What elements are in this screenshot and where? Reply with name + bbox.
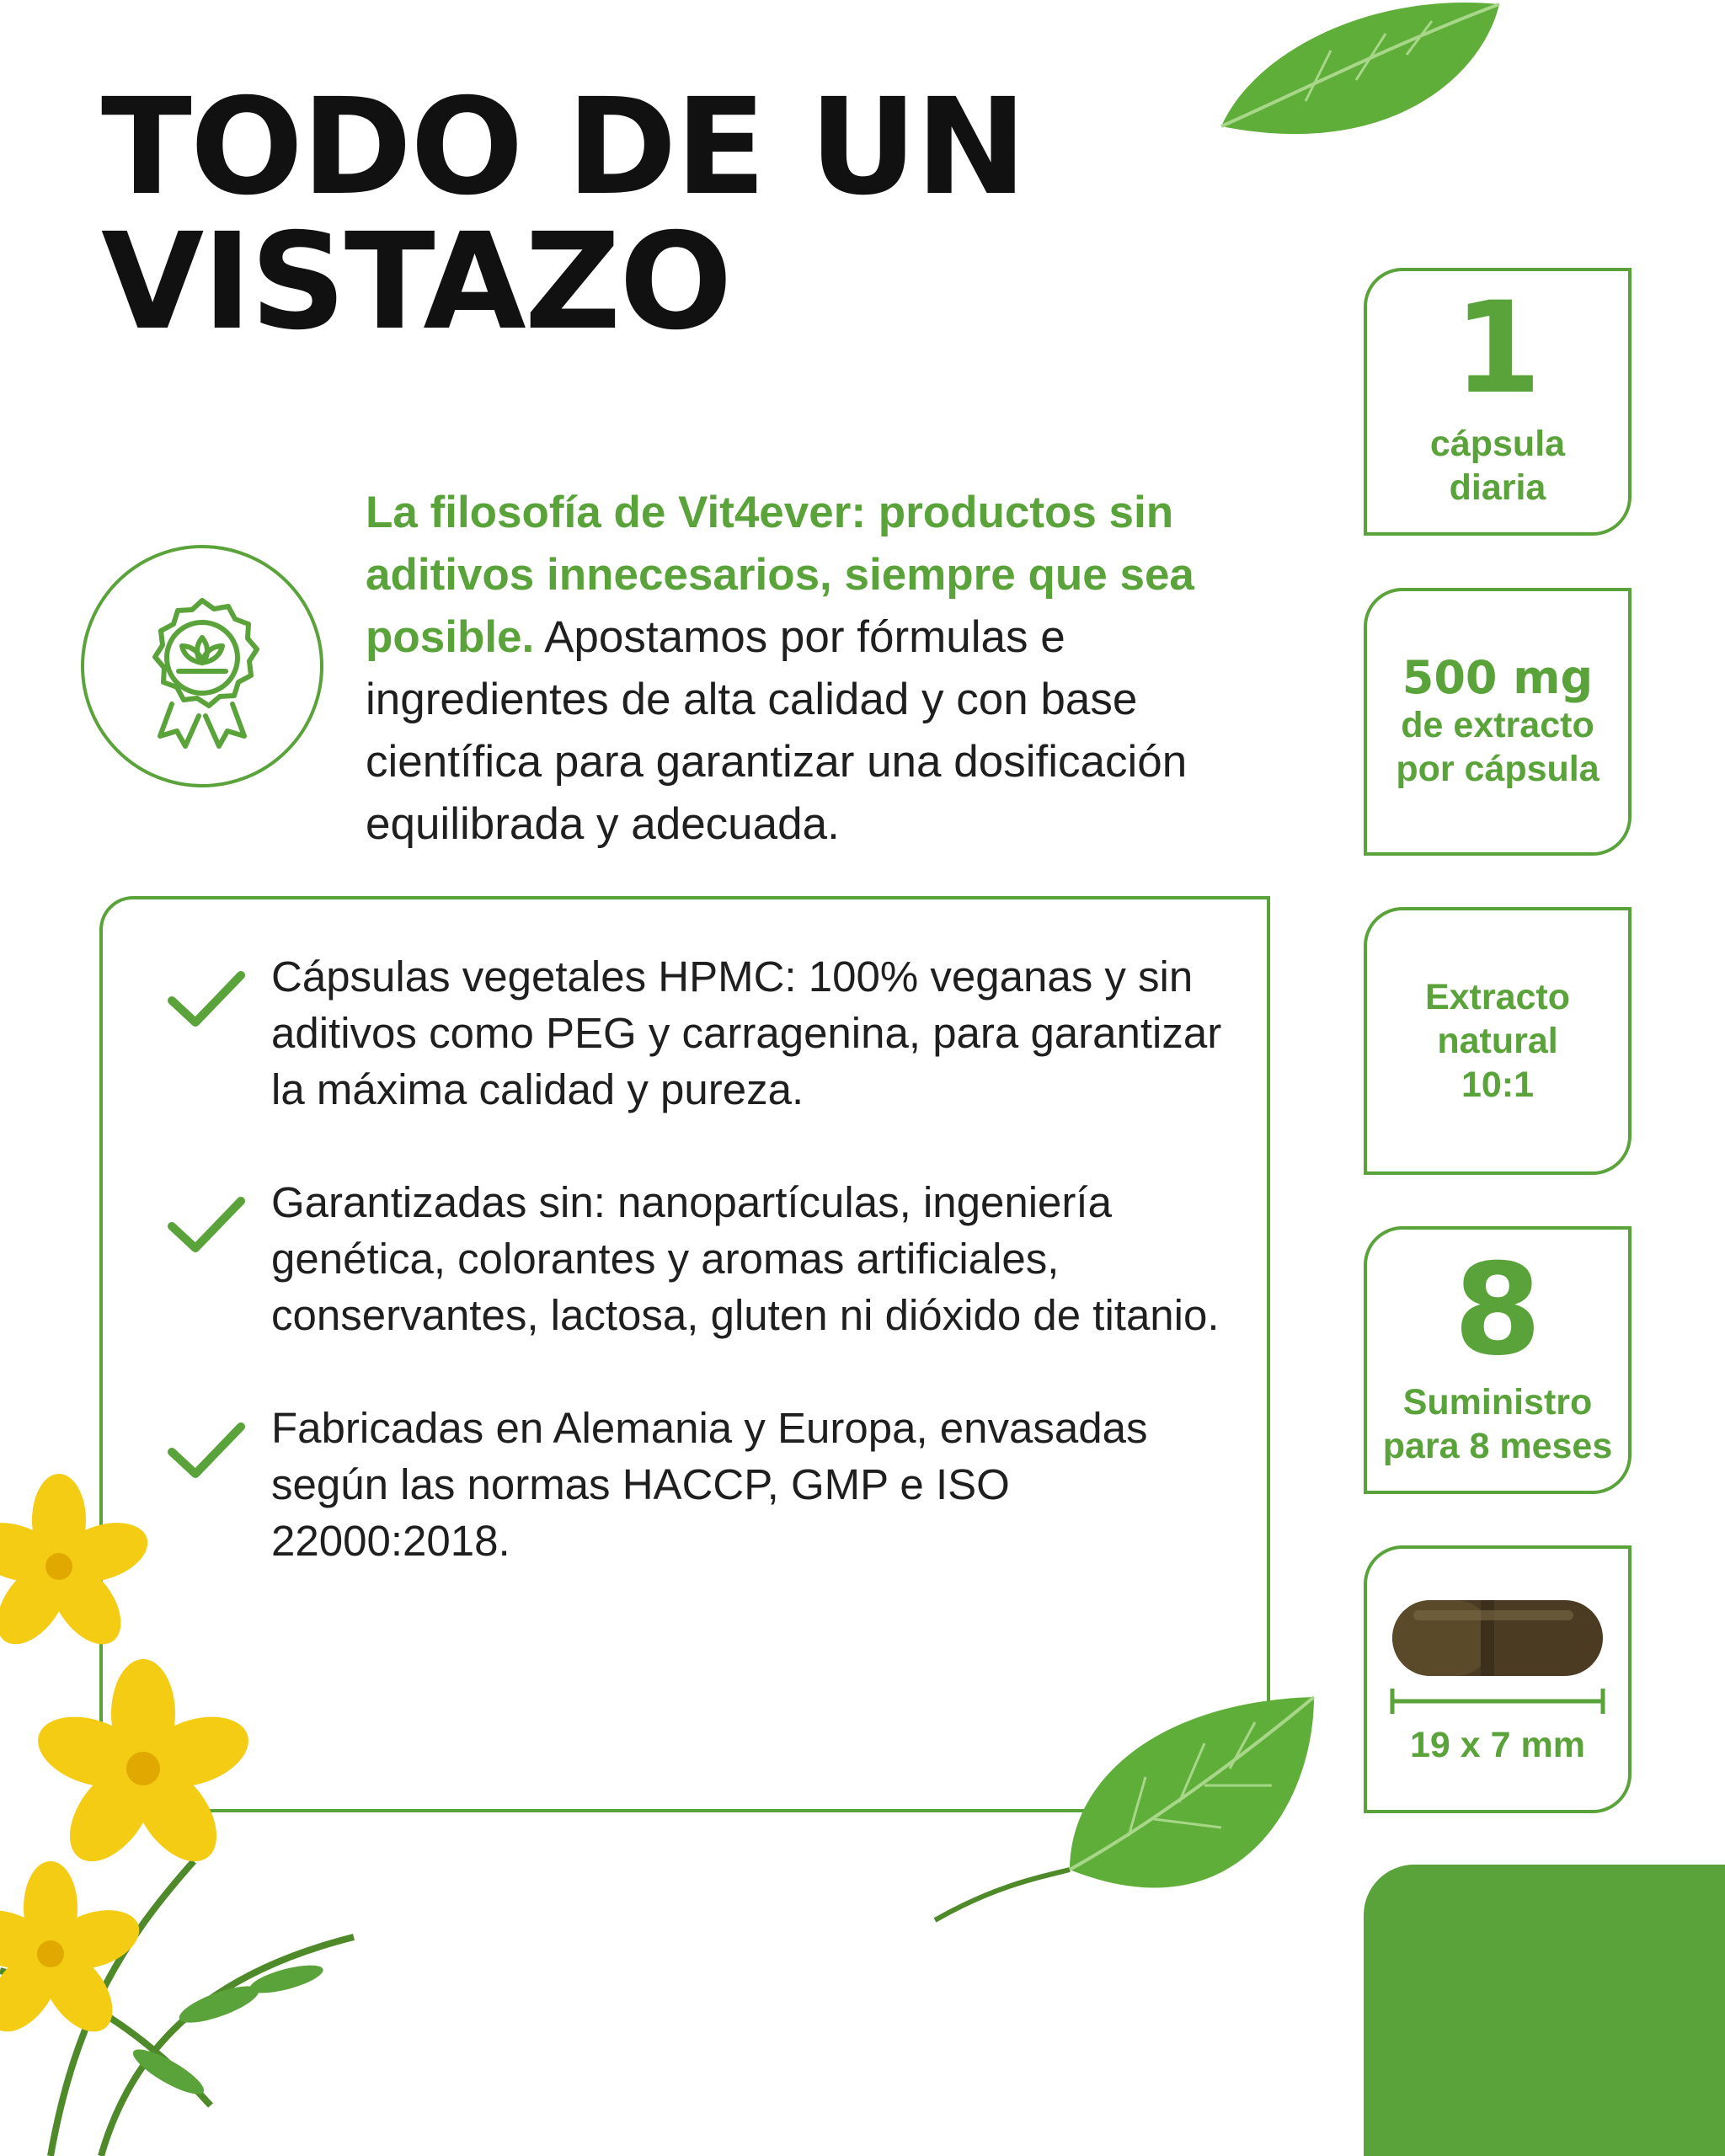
- capsule-size-label: 19 x 7 mm: [1410, 1725, 1585, 1765]
- intro-body: Apostamos por fórmulas e ingredientes de alta calidad y con base científica para garantizar una dosificación equilibrada y adecuada.: [366, 612, 1188, 849]
- stat-label: de extracto: [1401, 705, 1594, 745]
- title-line-1: TODO DE UN: [101, 70, 1026, 225]
- stat-card-natural-extract: [1364, 907, 1632, 1175]
- stat-value: 500 mg: [1402, 651, 1594, 704]
- stat-card-extract: [1364, 588, 1632, 856]
- stat-value: 1: [1453, 275, 1542, 422]
- green-corner-block: [1364, 1865, 1725, 2156]
- intro-paragraph: [366, 482, 1250, 856]
- stat-label: por cápsula: [1396, 749, 1599, 789]
- stat-label: diaria: [1449, 467, 1546, 508]
- feature-text: Cápsulas vegetales HPMC: 100% veganas y sin aditivos como PEG y carragenina, para garantizar la máxima calidad y pureza.: [271, 953, 1222, 1113]
- page-title: [101, 70, 1196, 360]
- stat-value: 8: [1453, 1237, 1542, 1384]
- check-icon: [163, 965, 248, 1033]
- stat-card-supply: [1364, 1226, 1632, 1494]
- stat-label: 10:1: [1461, 1065, 1535, 1105]
- capsule-icon: [1388, 1592, 1607, 1718]
- title-line-2: VISTAZO: [101, 205, 731, 360]
- stat-label: cápsula: [1429, 424, 1566, 464]
- check-icon: [163, 1191, 248, 1258]
- intro-lead: La filosofía de Vit4ever: productos sin aditivos innecesarios, siempre que sea posible.: [366, 488, 1194, 662]
- stat-label: Suministro: [1402, 1382, 1593, 1422]
- feature-text: Fabricadas en Alemania y Europa, envasadas según las normas HACCP, GMP e ISO 22000:2018.: [271, 1404, 1148, 1565]
- quality-seal-icon: [81, 545, 323, 787]
- stat-label: natural: [1437, 1021, 1558, 1061]
- leaf-bottom-image: [918, 1684, 1322, 1954]
- stat-label: Extracto: [1424, 977, 1571, 1017]
- stat-card-capsules: [1364, 268, 1632, 536]
- stat-label: para 8 meses: [1382, 1426, 1613, 1466]
- feature-text: Garantizadas sin: nanopartículas, ingeniería genética, colorantes y aromas artificiales, conservantes, lactosa, gluten ni dióxido de titanio.: [271, 1178, 1220, 1339]
- stat-card-size: [1364, 1545, 1632, 1813]
- leaf-top-right-image: [1204, 0, 1508, 160]
- yellow-flowers-image: [0, 1465, 404, 2156]
